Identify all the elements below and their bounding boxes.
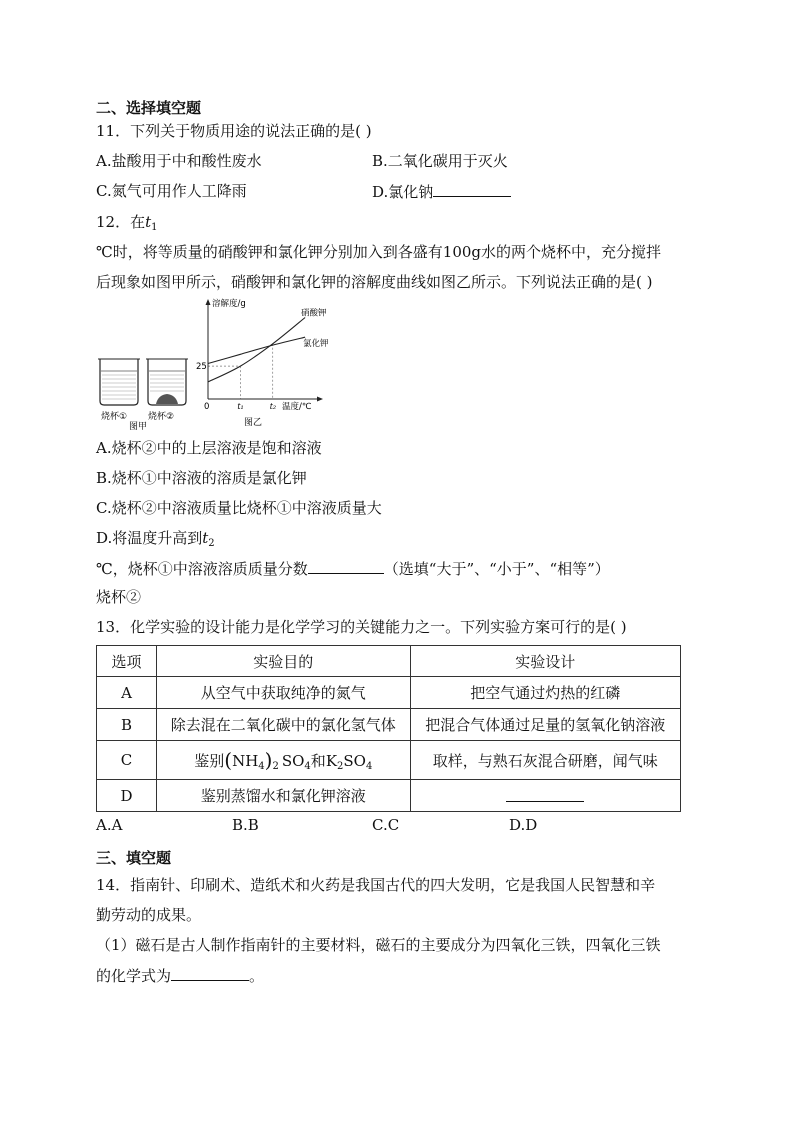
table-row[interactable] — [97, 709, 681, 741]
q14-sub-1-line-2 — [96, 964, 696, 987]
table-cell-goal: 除去混在二氧化碳中的氯化氢气体 — [157, 709, 410, 741]
q11-option-a[interactable]: A.盐酸用于中和酸性废水 — [96, 152, 262, 170]
q12-t-variable: t — [145, 213, 152, 231]
q12-option-d-line-2-b: （选填“大于”、“小于”、“相等”） — [383, 560, 610, 578]
q13-answer-options — [96, 814, 696, 836]
worksheet-page — [96, 98, 696, 987]
q11-option-d[interactable] — [372, 180, 648, 203]
q12-stem-line-1 — [96, 211, 696, 233]
q11-option-b[interactable]: B.二氧化碳用于灭火 — [372, 152, 508, 170]
q12-option-a[interactable]: A.烧杯②中的上层溶液是饱和溶液 — [96, 439, 322, 457]
q14-sub-1-line-2-a: 的化学式为 — [96, 967, 172, 985]
q13-option-c[interactable]: C.C — [372, 816, 400, 834]
q12-option-d-line-2 — [96, 557, 696, 580]
q13-stem: 13．化学实验的设计能力是化学学习的关键能力之一。下列实验方案可行的是( ) — [96, 618, 627, 636]
q12-figures — [96, 297, 696, 432]
formula-1-sub-b: 4 — [258, 761, 265, 772]
q12-option-c[interactable]: C.烧杯②中溶液质量比烧杯①中溶液质量大 — [96, 499, 382, 517]
goal-and: 和 — [310, 752, 326, 770]
q13-answer-blank[interactable] — [506, 785, 584, 802]
table-cell-option: B — [97, 709, 157, 741]
table-cell-option: D — [97, 780, 157, 812]
formula-2-part-a: K — [325, 752, 338, 770]
q13-option-d[interactable]: D.D — [509, 816, 538, 834]
figure-jia-beakers — [96, 349, 216, 432]
chart-guides — [208, 344, 273, 399]
q12-option-d-t-subscript: 2 — [208, 538, 215, 549]
q12-option-d-prefix: D.将温度升高到 — [96, 529, 203, 547]
formula-2-sub-b: 2 — [337, 761, 344, 772]
table-header-row — [97, 646, 681, 677]
origin-label: 0 — [204, 402, 210, 412]
y-axis-label: 溶解度/g — [212, 299, 246, 309]
figure-yi-solubility-chart — [196, 297, 332, 429]
x-tick-label-t2: t₂ — [269, 402, 277, 411]
q11-answer-blank[interactable] — [433, 180, 511, 197]
series-line-kcl — [208, 337, 305, 363]
x-axis-label: 温度/℃ — [282, 402, 312, 412]
q13-experiment-table — [96, 645, 681, 812]
beaker-2-icon — [146, 359, 188, 405]
left-paren: ( — [224, 748, 233, 772]
table-cell-design — [410, 780, 680, 812]
y-axis-arrow-icon — [206, 299, 211, 305]
figure-yi-caption: 图乙 — [244, 418, 263, 428]
q14-line-1: 14．指南针、印刷术、造纸术和火药是我国古代的四大发明，它是我国人民智慧和辛 — [96, 876, 656, 894]
q12-option-d-line-2-a: ℃，烧杯①中溶液溶质质量分数 — [96, 560, 308, 578]
formula-1-part-d: SO — [281, 752, 305, 770]
q12-option-b[interactable]: B.烧杯①中溶液的溶质是氯化钾 — [96, 469, 307, 487]
q12-option-d[interactable] — [96, 527, 696, 549]
table-header-option: 选项 — [97, 646, 157, 677]
table-row[interactable] — [97, 780, 681, 812]
q12-answer-blank[interactable] — [308, 557, 384, 574]
table-cell-option: A — [97, 677, 157, 709]
formula-1-sub-c: 2 — [272, 761, 279, 772]
series-label-kcl: 氯化钾 — [303, 339, 329, 350]
table-header-design: 实验设计 — [410, 646, 680, 677]
beaker-1-label: 烧杯① — [101, 412, 128, 422]
q11-stem: 11．下列关于物质用途的说法正确的是( ) — [96, 122, 372, 140]
right-paren: ) — [264, 748, 273, 772]
q12-stem-line-3: 后现象如图甲所示，硝酸钾和氯化钾的溶解度曲线如图乙所示。下列说法正确的是( ) — [96, 273, 653, 291]
q12-t-subscript: 1 — [151, 222, 158, 233]
q11-options-row-2 — [96, 180, 696, 203]
q11-option-c[interactable]: C.氮气可用作人工降雨 — [96, 182, 247, 200]
table-cell-design: 取样，与熟石灰混合研磨，闻气味 — [410, 741, 680, 780]
table-cell-goal: 鉴别蒸馏水和氯化钾溶液 — [157, 780, 410, 812]
beaker-2-label: 烧杯② — [148, 412, 175, 422]
q12-option-d-line-3: 烧杯② — [96, 588, 142, 606]
figure-jia-caption: 图甲 — [129, 422, 148, 432]
table-cell-goal: 从空气中获取纯净的氮气 — [157, 677, 410, 709]
q11-option-d-text: D.氯化钠 — [372, 183, 434, 201]
beaker-1-icon — [98, 359, 140, 405]
q13-option-b[interactable]: B.B — [232, 816, 259, 834]
table-cell-goal — [157, 741, 410, 780]
q12-stem-prefix: 12．在 — [96, 213, 146, 231]
q12-option-d-t-variable: t — [202, 529, 209, 547]
y-tick-label-25: 25 — [196, 362, 207, 373]
x-axis-arrow-icon — [317, 397, 323, 402]
formula-2-part-c: SO — [343, 752, 366, 770]
table-cell-design: 把混合气体通过足量的氢氧化钠溶液 — [410, 709, 680, 741]
table-cell-option: C — [97, 741, 157, 780]
table-row[interactable] — [97, 677, 681, 709]
formula-1-part-a: NH — [232, 752, 259, 770]
q14-sub-1-line-2-b: 。 — [249, 967, 265, 985]
q14-sub-1-line-1: （1）磁石是古人制作指南针的主要材料，磁石的主要成分为四氧化三铁，四氧化三铁 — [96, 936, 661, 954]
table-header-goal: 实验目的 — [157, 646, 410, 677]
q14-line-2: 勤劳动的成果。 — [96, 906, 202, 924]
x-tick-label-t1: t₁ — [237, 402, 244, 411]
q11-options-row-1 — [96, 150, 696, 172]
section-2-title: 二、选择填空题 — [96, 99, 202, 117]
q14-answer-blank[interactable] — [171, 964, 249, 981]
q12-stem-line-2: ℃时，将等质量的硝酸钾和氯化钾分别加入到各盛有100g水的两个烧杯中，充分搅拌 — [96, 243, 662, 261]
table-cell-design: 把空气通过灼热的红磷 — [410, 677, 680, 709]
q13-option-a[interactable]: A.A — [96, 816, 123, 834]
formula-1-sub-e: 4 — [304, 761, 311, 772]
series-label-kno3: 硝酸钾 — [301, 308, 327, 319]
formula-2-sub-d: 4 — [365, 761, 373, 772]
table-row[interactable] — [97, 741, 681, 780]
goal-prefix: 鉴别 — [194, 752, 225, 770]
section-3-title: 三、填空题 — [96, 849, 172, 867]
